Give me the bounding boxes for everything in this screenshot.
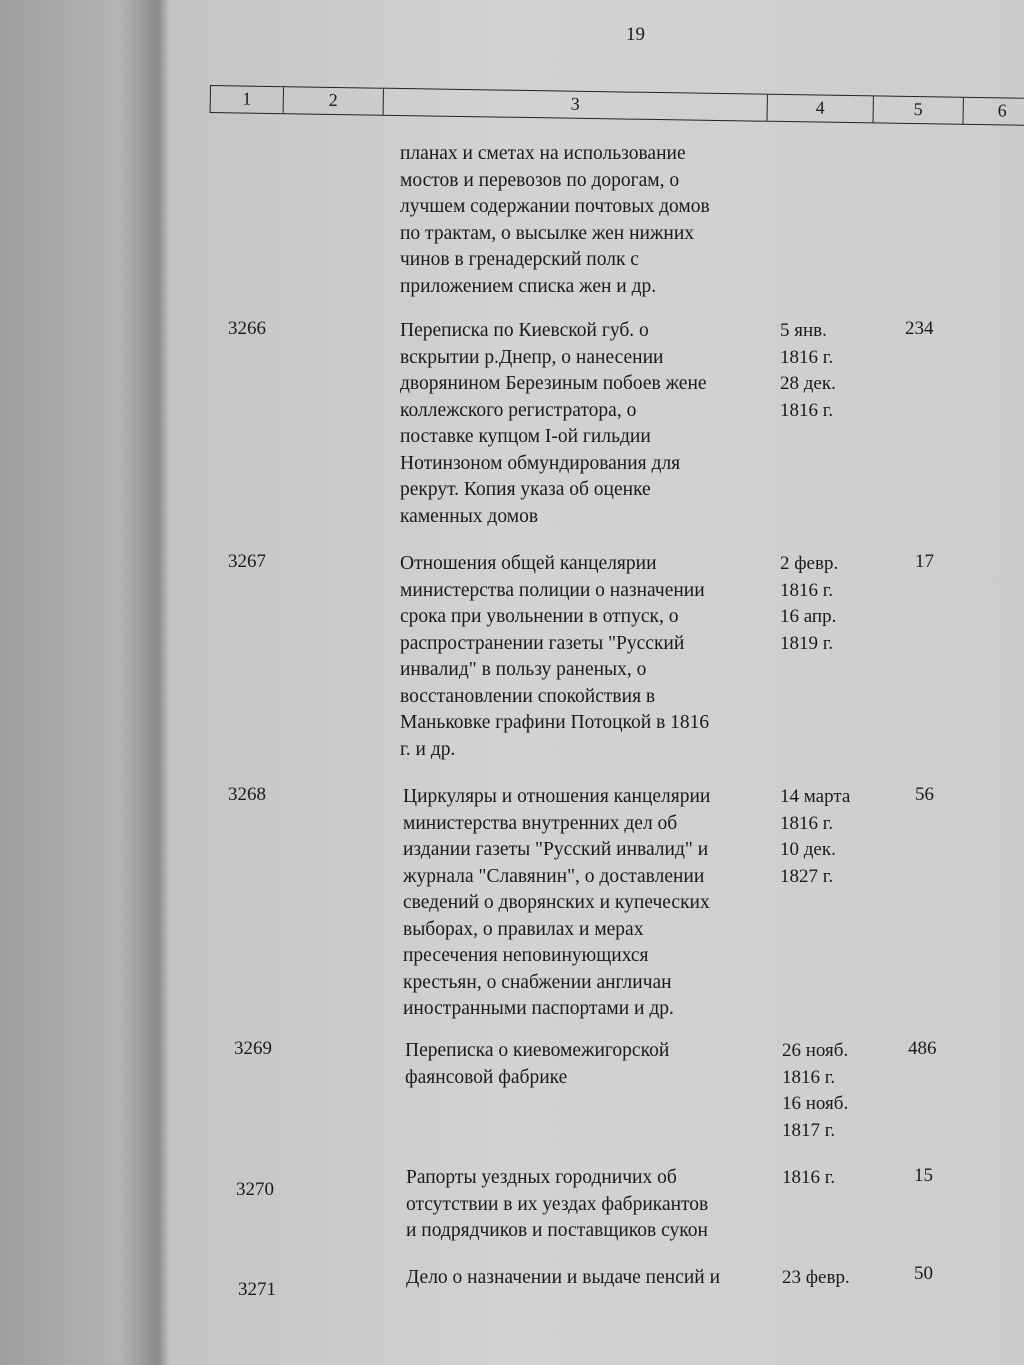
entry-description: Переписка по Киевской губ. о вскрытии р.Днепр, о нанесении дворянином Березиным побоев жене коллежского регистратора, о поставке купцом I-ой гильдии Нотинзоном обмундирования для рекрут. Копия указа об оценке каменных домов — [400, 320, 707, 527]
entry-number: 3271 — [238, 1279, 276, 1300]
previous-page-edge — [0, 0, 158, 1365]
page-number: 19 — [626, 24, 645, 45]
entry-dates: 14 марта 1816 г. 10 дек. 1827 г. — [780, 786, 851, 887]
header-col-2: 2 — [284, 87, 384, 115]
entry-number: 3266 — [228, 318, 266, 339]
entry-dates: 26 нояб. 1816 г. 16 нояб. 1817 г. — [782, 1040, 849, 1141]
header-col-4: 4 — [768, 95, 874, 123]
entry-description: Переписка о киевомежигорской фаянсовой фабрике — [405, 1040, 670, 1088]
entry-description: Рапорты уездных городничих об отсутствии в их уездах фабрикантов и подрядчиков и поставщиков сукон — [406, 1167, 709, 1241]
entry-count: 17 — [915, 551, 934, 572]
entry-description: Отношения общей канцелярии министерства полиции о назначении срока при увольнении в отпуск, о распространении газеты "Русский инвалид" в пользу раненых, о восстановлении спокойствия в Маньковке графини Потоцкой в 1816 г. и др. — [400, 553, 710, 760]
entry-count: 56 — [915, 784, 934, 805]
entry-count: 486 — [908, 1038, 937, 1059]
entry-number: 3269 — [234, 1038, 272, 1059]
entry-description: Дело о назначении и выдаче пенсий и — [406, 1267, 721, 1288]
entry-dates: 1816 г. — [782, 1167, 836, 1188]
header-col-6: 6 — [997, 100, 1007, 121]
table-header — [210, 85, 1024, 126]
header-col-1: 1 — [211, 86, 284, 113]
header-col-3: 3 — [384, 89, 768, 121]
header-col-5: 5 — [873, 96, 963, 123]
entry-number: 3270 — [236, 1179, 274, 1200]
entry-dates: 2 февр. 1816 г. 16 апр. 1819 г. — [780, 553, 839, 654]
entry-count: 15 — [914, 1165, 933, 1186]
entry-description: Циркуляры и отношения канцелярии министерства внутренних дел об издании газеты "Русский инвалид" и журнала "Славянин", о доставлении сведений о дворянских и купеческих выборах, о правилах и мерах пресечения неповинующихся крестьян, о снабжении англичан иностранными паспортами и др. — [403, 786, 711, 1019]
entry-count: 234 — [905, 318, 934, 339]
entry-count: 50 — [914, 1263, 933, 1284]
entry-number: 3267 — [228, 551, 266, 572]
entry-dates: 23 февр. — [782, 1267, 850, 1288]
entry-description: планах и сметах на использование мостов и перевозов по дорогам, о лучшем содержании почтовых домов по трактам, о высылке жен нижних чинов в гренадерский полк с приложением списка жен и др. — [400, 143, 710, 297]
entry-dates: 5 янв. 1816 г. 28 дек. 1816 г. — [780, 320, 836, 421]
entry-number: 3268 — [228, 784, 266, 805]
